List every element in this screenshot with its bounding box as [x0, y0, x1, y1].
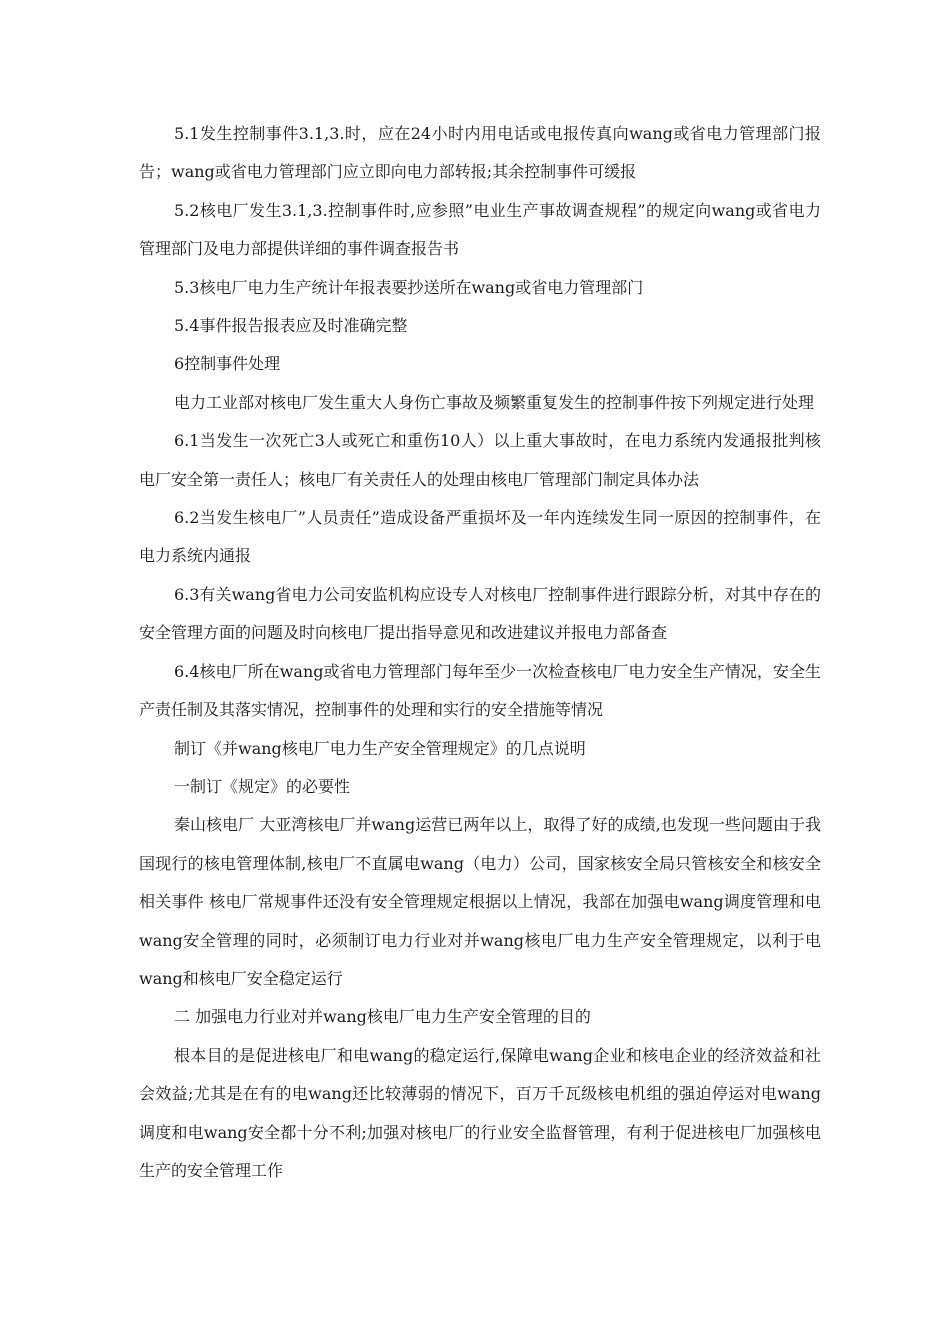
paragraph-5-3: 5.3核电厂电力生产统计年报表要抄送所在wang或省电力管理部门 — [174, 277, 644, 297]
paragraph-5-2: 5.2核电厂发生3.1,3.控制事件时,应参照”电业生产事故调查规程”的规定向wang或省电力管理部门及电力部提供详细的事件调查报告书 — [139, 200, 821, 259]
paragraph-5-1: 5.1发生控制事件3.1,3.时，应在24小时内用电话或电报传真向wang或省电力管理部门报告；wang或省电力管理部门应立即向电力部转报;其余控制事件可缓报 — [139, 124, 821, 182]
explanation-paragraph-2: 根本目的是促进核电厂和电wang的稳定运行,保障电wang企业和核电企业的经济效益和社会效益;尤其是在有的电wang还比较薄弱的情况下，百万千瓦级核电机组的强迫停运对电wang调度和电wang安全都十分不利;加强对核电厂的行业安全监督管理，有利于促进核电厂加强核电生产的安全管理工作 — [139, 1045, 821, 1180]
paragraph-6-2: 6.2当发生核电厂”人员责任”造成设备严重损坏及一年内连续发生同一原因的控制事件，在电力系统内通报 — [139, 508, 821, 566]
explanation-heading-1: 一制订《规定》的必要性 — [174, 776, 351, 796]
paragraph-6-intro: 电力工业部对核电厂发生重大人身伤亡事故及频繁重复发生的控制事件按下列规定进行处理 — [174, 392, 815, 412]
section-heading-6: 6控制事件处理 — [174, 354, 281, 374]
explanation-heading-2: 二 加强电力行业对并wang核电厂电力生产安全管理的目的 — [174, 1007, 591, 1027]
paragraph-6-4: 6.4核电厂所在wang或省电力管理部门每年至少一次检查核电厂电力安全生产情况，安全生产责任制及其落实情况，控制事件的处理和实行的安全措施等情况 — [139, 661, 821, 720]
paragraph-6-1: 6.1当发生一次死亡3人或死亡和重伤10人）以上重大事故时，在电力系统内发通报批判核电厂安全第一责任人；核电厂有关责任人的处理由核电厂管理部门制定具体办法 — [139, 431, 821, 489]
paragraph-5-4: 5.4事件报告报表应及时准确完整 — [174, 316, 408, 336]
paragraph-6-3: 6.3有关wang省电力公司安监机构应设专人对核电厂控制事件进行跟踪分析，对其中存在的安全管理方面的问题及时向核电厂提出指导意见和改进建议并报电力部备查 — [139, 584, 821, 643]
document-body — [139, 115, 821, 1190]
explanation-paragraph-1: 秦山核电厂 大亚湾核电厂并wang运营已两年以上，取得了好的成绩,也发现一些问题由于我国现行的核电管理体制,核电厂不直属电wang（电力）公司，国家核安全局只管核安全和核安全相关事件 核电厂常规事件还没有安全管理规定根据以上情况，我部在加强电wang调度管理和电wang安全管理的同时，必须制订电力行业对并wang核电厂电力生产安全管理规定，以利于电wang和核电厂安全稳定运行 — [139, 815, 821, 988]
explanation-title: 制订《并wang核电厂电力生产安全管理规定》的几点说明 — [174, 738, 586, 758]
